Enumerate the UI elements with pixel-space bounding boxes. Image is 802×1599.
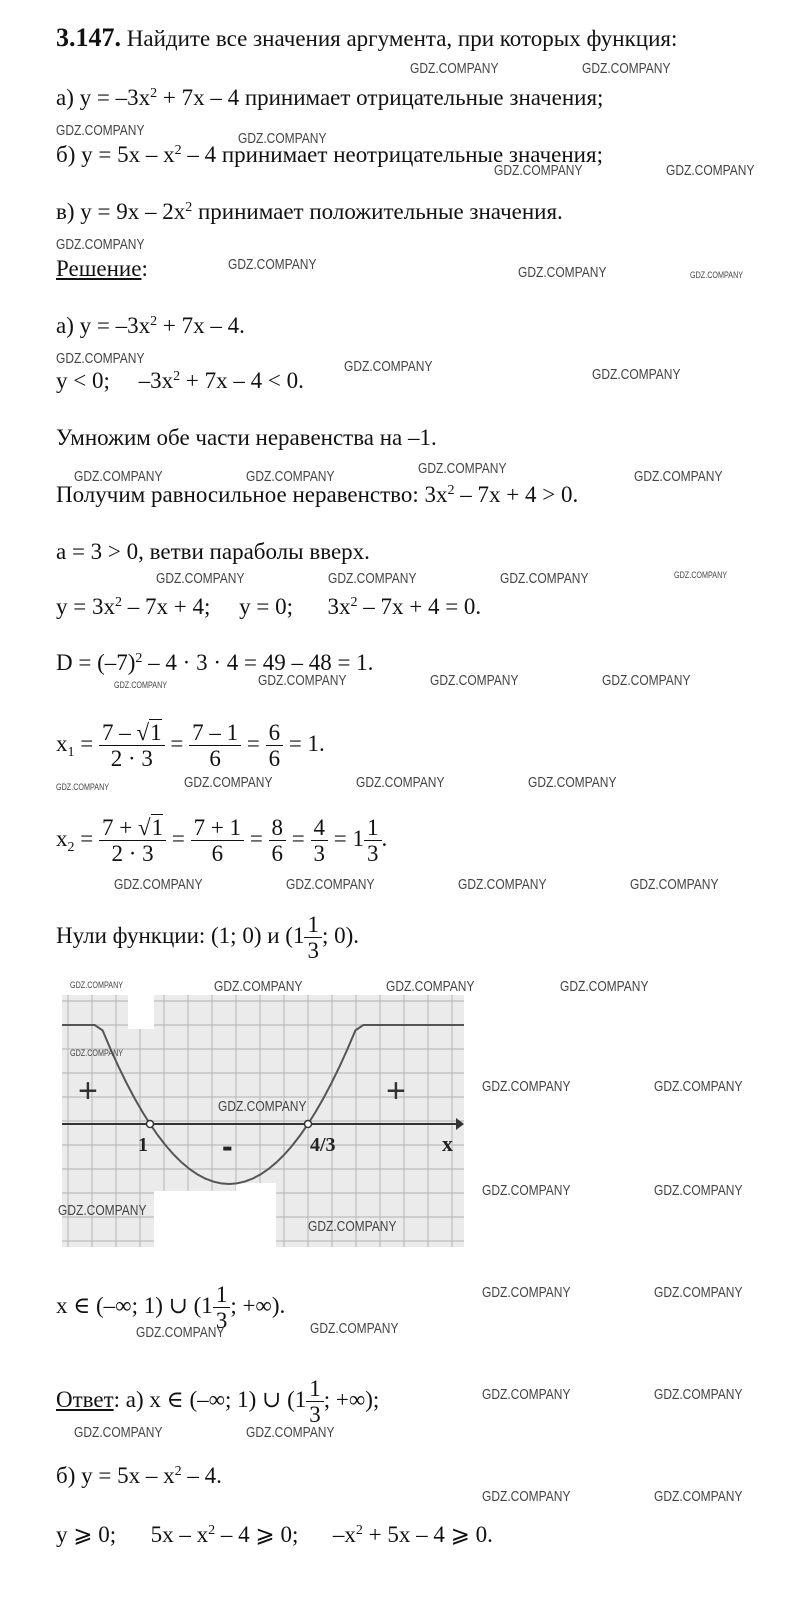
watermark: GDZ.COMPANY xyxy=(386,978,475,995)
watermark: GDZ.COMPANY xyxy=(70,980,124,990)
watermark: GDZ.COMPANY xyxy=(238,130,327,147)
answer-line: Ответ: а) x ∈ (–∞; 1) ∪ (1 $\frac{1}{3}$ ; +∞); xyxy=(56,1376,380,1428)
multiply-line: Умножим обе части неравенства на –1. xyxy=(56,425,437,450)
watermark: GDZ.COMPANY xyxy=(418,460,507,477)
watermark: GDZ.COMPANY xyxy=(74,1424,163,1441)
watermark: GDZ.COMPANY xyxy=(56,122,145,139)
axis-label-x: x xyxy=(442,1131,453,1156)
solution-b-function: б) $y = 5x - x^2 - 4$. xyxy=(56,1463,222,1488)
watermark: GDZ.COMPANY xyxy=(458,876,547,893)
watermark: GDZ.COMPANY xyxy=(74,468,163,485)
watermark: GDZ.COMPANY xyxy=(136,1324,225,1341)
root-x1: $x_1$ = $\frac{7 - √1}{2 \cdot 3}$ = $\frac{7 - 1}{6}$ = $\frac{6}{6}$ = 1. xyxy=(56,720,325,772)
problem-part-c: в) $y = 9x - 2x^2$ принимает положительные значения. xyxy=(56,199,563,224)
solution-heading: Решение: xyxy=(56,256,148,281)
watermark: GDZ.COMPANY xyxy=(214,978,303,995)
watermark: GDZ.COMPANY xyxy=(482,1386,571,1403)
watermark: GDZ.COMPANY xyxy=(58,1202,147,1219)
watermark: GDZ.COMPANY xyxy=(258,672,347,689)
equation-line: $y = 3x^2 - 7x + 4$; y = 0; $3x^2 - 7x + 4 = 0$. xyxy=(56,594,482,619)
watermark: GDZ.COMPANY xyxy=(114,876,203,893)
root-x2: $x_2$ = $\frac{7 + √1}{2 \cdot 3}$ = $\frac{7 + 1}{6}$ = $\frac{8}{6}$ = $\frac{4}{3}$ = 1 $\frac{1}{3}$ . xyxy=(56,815,388,867)
watermark: GDZ.COMPANY xyxy=(70,1048,124,1058)
watermark: GDZ.COMPANY xyxy=(482,1078,571,1095)
watermark: GDZ.COMPANY xyxy=(654,1182,743,1199)
problem-title xyxy=(56,24,677,53)
watermark: GDZ.COMPANY xyxy=(56,236,145,253)
watermark: GDZ.COMPANY xyxy=(560,978,649,995)
watermark: GDZ.COMPANY xyxy=(528,774,617,791)
watermark: GDZ.COMPANY xyxy=(494,162,583,179)
watermark: GDZ.COMPANY xyxy=(310,1320,399,1337)
watermark: GDZ.COMPANY xyxy=(500,570,589,587)
root-label-1: 1 xyxy=(138,1134,148,1156)
equivalent-inequality: Получим равносильное неравенство: $3x^2 - 7x + 4 > 0$. xyxy=(56,482,579,507)
root-point-1 xyxy=(147,1121,154,1128)
watermark: GDZ.COMPANY xyxy=(356,774,445,791)
watermark: GDZ.COMPANY xyxy=(592,366,681,383)
watermark: GDZ.COMPANY xyxy=(674,570,728,580)
watermark: GDZ.COMPANY xyxy=(430,672,519,689)
solution-a-condition: y < 0; $-3x^2 + 7x - 4 < 0$. xyxy=(56,368,304,393)
watermark: GDZ.COMPANY xyxy=(582,60,671,77)
watermark: GDZ.COMPANY xyxy=(228,256,317,273)
problem-statement: Найдите все значения аргумента, при которых функция: xyxy=(126,26,678,51)
function-zeros: Нули функции: (1; 0) и (1 $\frac{1}{3}$ ; 0). xyxy=(56,912,360,964)
watermark: GDZ.COMPANY xyxy=(410,60,499,77)
watermark: GDZ.COMPANY xyxy=(482,1488,571,1505)
watermark: GDZ.COMPANY xyxy=(114,680,168,690)
watermark: GDZ.COMPANY xyxy=(634,468,723,485)
watermark: GDZ.COMPANY xyxy=(482,1182,571,1199)
watermark: GDZ.COMPANY xyxy=(630,876,719,893)
problem-part-b: б) $y = 5x - x^2 - 4$ принимает неотрицательные значения; xyxy=(56,142,603,167)
watermark: GDZ.COMPANY xyxy=(690,270,744,280)
branches-line: a = 3 > 0, ветви параболы вверх. xyxy=(56,539,370,564)
watermark: GDZ.COMPANY xyxy=(482,1284,571,1301)
watermark: GDZ.COMPANY xyxy=(654,1386,743,1403)
watermark: GDZ.COMPANY xyxy=(56,782,110,792)
watermark: GDZ.COMPANY xyxy=(518,264,607,281)
problem-number: 3.147. xyxy=(56,23,121,52)
plus-sign-left: + xyxy=(78,1072,98,1110)
watermark: GDZ.COMPANY xyxy=(308,1218,397,1235)
minus-sign: - xyxy=(222,1128,233,1164)
watermark: GDZ.COMPANY xyxy=(56,350,145,367)
discriminant-line: $D = (-7)^2 - 4 \cdot 3 \cdot 4 = 49 - 48 = 1$. xyxy=(56,650,374,675)
watermark: GDZ.COMPANY xyxy=(666,162,755,179)
root-label-2: 4/3 xyxy=(310,1134,336,1156)
watermark: GDZ.COMPANY xyxy=(344,358,433,375)
root-point-2 xyxy=(305,1121,312,1128)
watermark: GDZ.COMPANY xyxy=(246,1424,335,1441)
solution-a-function: а) $y = -3x^2 + 7x - 4$. xyxy=(56,313,245,338)
solution-interval: x ∈ (–∞; 1) ∪ (1 $\frac{1}{3}$ ; +∞). xyxy=(56,1282,286,1334)
watermark: GDZ.COMPANY xyxy=(218,1098,307,1115)
watermark: GDZ.COMPANY xyxy=(602,672,691,689)
watermark: GDZ.COMPANY xyxy=(246,468,335,485)
watermark: GDZ.COMPANY xyxy=(654,1488,743,1505)
solution-b-condition: y ⩾ 0; $5x - x^2 - 4$ ⩾ 0; $-x^2 + 5x - 4$ ⩾ 0. xyxy=(56,1522,493,1547)
watermark: GDZ.COMPANY xyxy=(156,570,245,587)
plus-sign-right: + xyxy=(386,1072,406,1110)
watermark: GDZ.COMPANY xyxy=(654,1284,743,1301)
watermark: GDZ.COMPANY xyxy=(328,570,417,587)
problem-part-a: а) $y = -3x^2 + 7x - 4$ принимает отрицательные значения; xyxy=(56,85,604,110)
watermark: GDZ.COMPANY xyxy=(184,774,273,791)
watermark: GDZ.COMPANY xyxy=(286,876,375,893)
watermark: GDZ.COMPANY xyxy=(654,1078,743,1095)
